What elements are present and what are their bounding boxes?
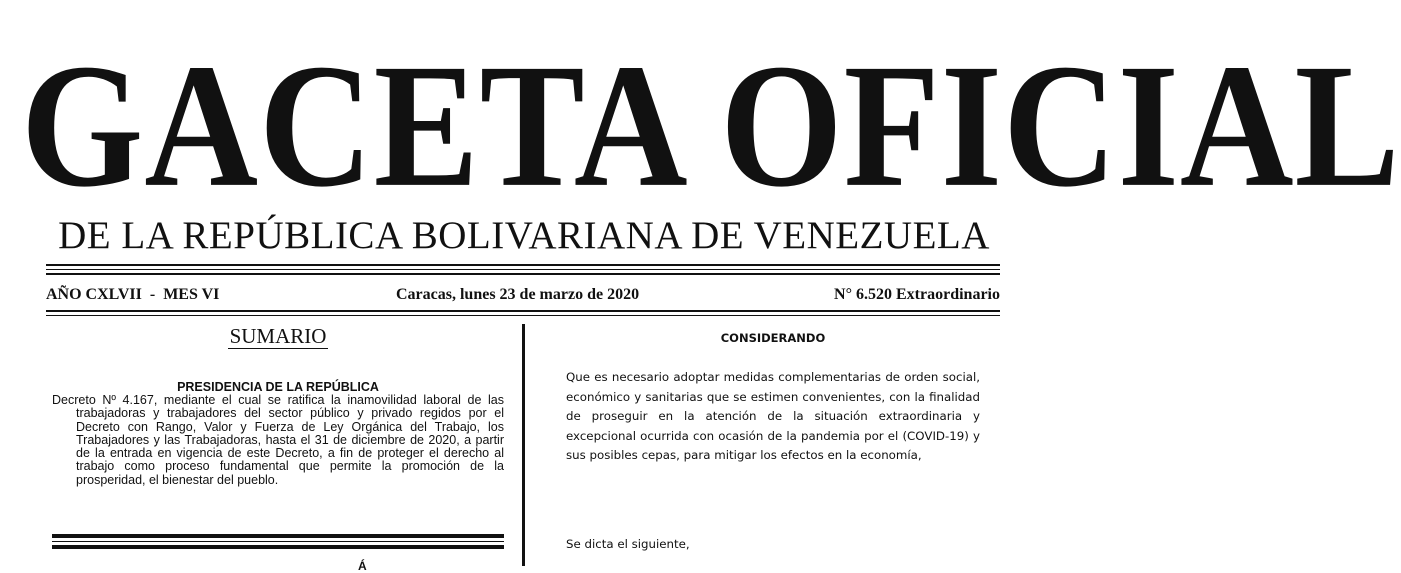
issue-place-date: Caracas, lunes 23 de marzo de 2020 [396, 286, 640, 303]
masthead-subtitle: DE LA REPÚBLICA BOLIVARIANA DE VENEZUELA [58, 214, 990, 257]
top-rule-3 [46, 273, 1000, 275]
sumario-column [52, 322, 504, 487]
sumario-heading [52, 322, 504, 350]
issue-number: N° 6.520 Extraordinario [834, 286, 1000, 303]
next-heading-fragment [52, 559, 504, 573]
top-rule-1 [46, 264, 1000, 266]
sumario-decree-summary: Decreto Nº 4.167, mediante el cual se ratifica la inamovilidad laboral de las trabajadoras y trabajadores del sector público y privado regidos por el Decreto con Rango, Valor y Fuerza de Ley Orgánica del Trabajo, los Trabajadores y las Trabajadoras, hasta el 31 de diciembre de 2020, a partir de la entrada en vigencia de este Decreto, a fin de proteger el derecho al trabajo como proceso fundamental que permite la promoción de la prosperidad, el bienestar del pueblo. [52, 393, 504, 487]
top-rule-2 [46, 269, 1000, 270]
masthead-title: GACETA OFICIAL [20, 28, 1401, 224]
sumario-rule-thick-1 [52, 534, 504, 538]
considerando-column [566, 322, 980, 551]
column-divider [522, 324, 525, 566]
info-rule-2 [46, 315, 1000, 316]
info-rule-1 [46, 310, 1000, 312]
sumario-section-title: PRESIDENCIA DE LA REPÚBLICA [177, 380, 379, 394]
issue-info-bar [46, 284, 1000, 306]
next-heading-fragment-text: Á [358, 559, 367, 573]
sumario-rule-thick-2 [52, 545, 504, 549]
considerando-body: Que es necesario adoptar medidas complementarias de orden social, económico y sanitarias que se estimen convenientes, con la finalidad de proseguir en la atención de la situación extraordinaria y excepcional ocurrida con ocasión de la pandemia por el (COVID-19) y sus posibles cepas, para mitigar los efectos en la economía, [566, 370, 980, 463]
sumario-heading-text: SUMARIO [229, 324, 327, 348]
sumario-rule-thin [52, 541, 504, 542]
considerando-closing: Se dicta el siguiente, [566, 537, 690, 551]
considerando-heading: CONSIDERANDO [720, 331, 826, 345]
issue-year-month: AÑO CXLVII - MES VI [46, 286, 220, 303]
